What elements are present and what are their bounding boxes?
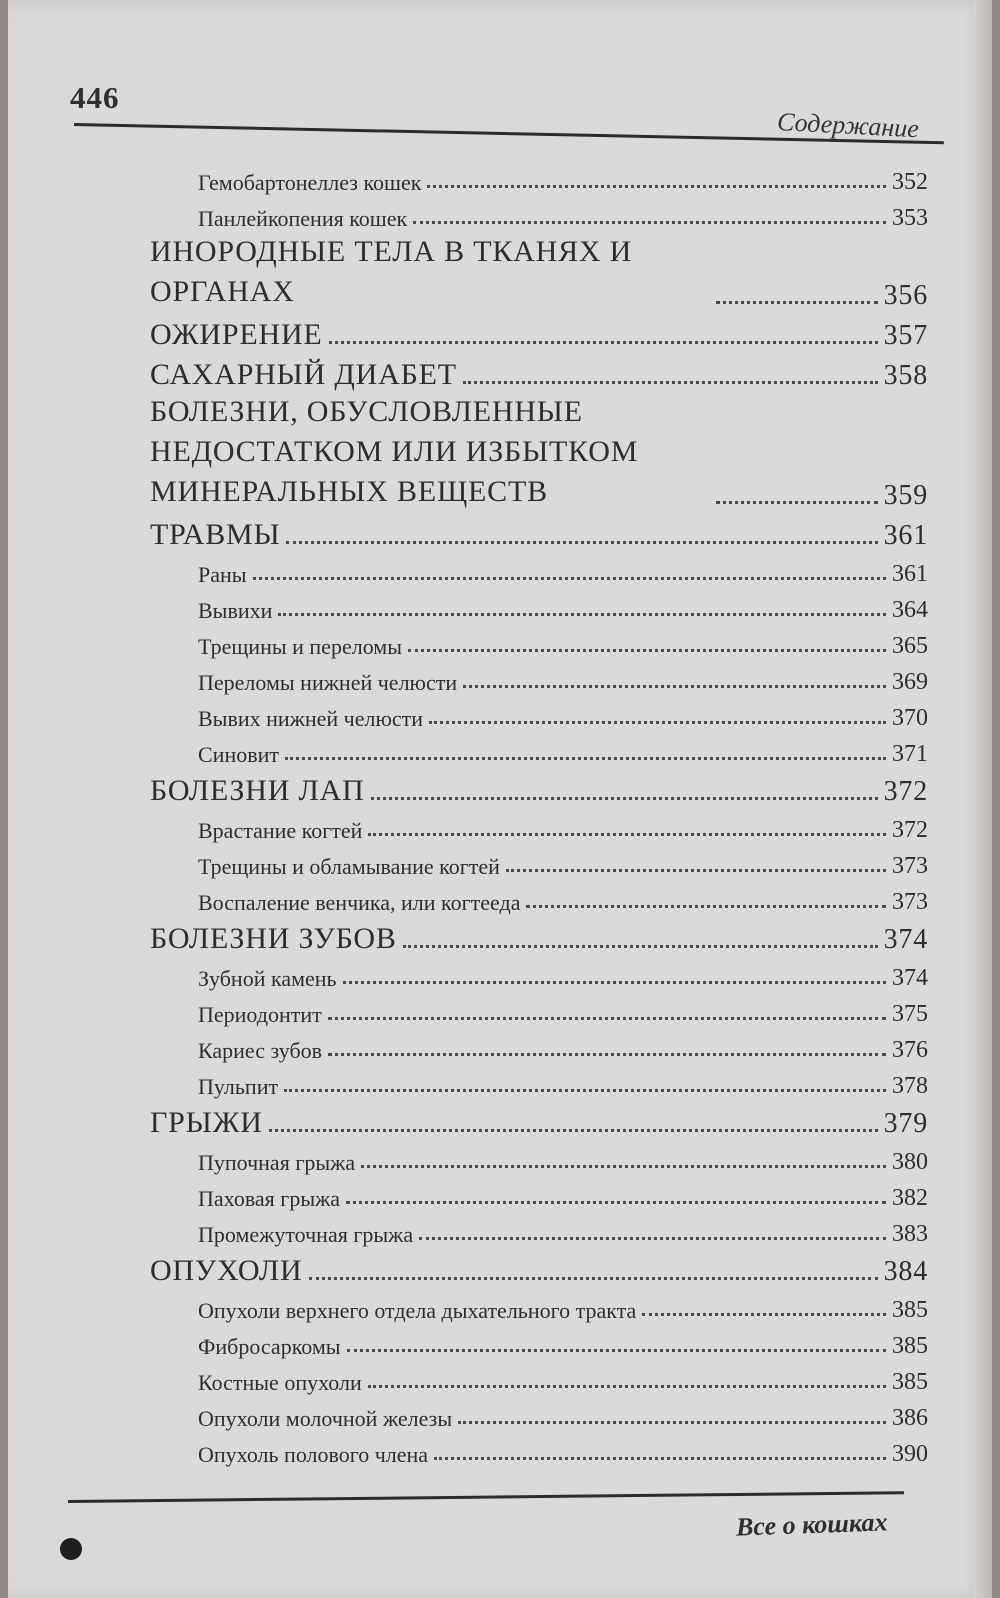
dot-leader — [458, 1421, 886, 1424]
dot-leader — [716, 501, 878, 504]
toc-entry-page: 390 — [892, 1441, 928, 1467]
toc-entry-page: 386 — [892, 1405, 928, 1431]
toc-subsection-entry — [150, 844, 928, 880]
dot-leader — [526, 905, 886, 908]
toc-entry-page: 361 — [892, 561, 928, 587]
toc-entry-page: 385 — [892, 1297, 928, 1323]
toc-entry-title: Пульпит — [198, 1074, 279, 1099]
toc-entry-page: 364 — [892, 597, 928, 623]
toc-subsection-entry — [150, 956, 928, 992]
dot-leader — [361, 1165, 886, 1168]
footer-bullet — [60, 1538, 82, 1560]
toc-subsection-entry — [150, 880, 928, 916]
toc-subsection-entry — [150, 660, 928, 696]
toc-section-entry — [150, 312, 928, 352]
toc-entry-page: 384 — [883, 1256, 928, 1287]
dot-leader — [413, 221, 886, 224]
toc-subsection-entry — [150, 1396, 928, 1432]
toc-entry-page: 376 — [892, 1037, 928, 1063]
toc-entry-page: 378 — [892, 1073, 928, 1099]
toc-entry-page: 356 — [883, 280, 928, 311]
toc-entry-title: Вывих нижней челюсти — [198, 706, 424, 731]
toc-entry-page: 353 — [892, 205, 928, 231]
dot-leader — [429, 721, 886, 724]
toc-entry-page: 375 — [892, 1001, 928, 1027]
toc-entry-title: Пупочная грыжа — [198, 1150, 356, 1175]
toc-entry-page: 352 — [892, 169, 928, 195]
table-of-contents — [150, 160, 928, 1468]
toc-entry-page: 385 — [892, 1369, 928, 1395]
toc-entry-title: БОЛЕЗНИ ЗУБОВ — [150, 922, 397, 955]
toc-subsection-entry — [150, 1140, 928, 1176]
toc-entry-page: 373 — [892, 853, 928, 879]
toc-entry-title: Панлейкопения кошек — [198, 206, 408, 231]
toc-entry-title: БОЛЕЗНИ ЛАП — [150, 774, 365, 807]
toc-entry-page: 373 — [892, 889, 928, 915]
book-page — [8, 0, 992, 1598]
toc-entry-title: Гемобартонеллез кошек — [198, 170, 422, 195]
toc-entry-page: 385 — [892, 1333, 928, 1359]
dot-leader — [371, 797, 878, 800]
toc-entry-page: 382 — [892, 1185, 928, 1211]
toc-entry-page: 379 — [883, 1108, 928, 1139]
dot-leader — [278, 613, 886, 616]
page-edge-shadow — [974, 0, 992, 1598]
toc-section-entry — [150, 512, 928, 552]
toc-subsection-entry — [150, 624, 928, 660]
dot-leader — [347, 1349, 886, 1352]
toc-entry-page: 358 — [883, 360, 928, 391]
page-number: 446 — [70, 80, 120, 115]
toc-entry-title: Врастание когтей — [198, 818, 363, 843]
toc-subsection-entry — [150, 160, 928, 196]
dot-leader — [309, 1277, 878, 1280]
toc-subsection-entry — [150, 1288, 928, 1324]
footer-rule — [68, 1491, 904, 1503]
toc-entry-page: 371 — [892, 741, 928, 767]
toc-entry-title: Опухоли молочной железы — [198, 1406, 453, 1431]
toc-subsection-entry — [150, 588, 928, 624]
toc-section-entry — [150, 1248, 928, 1288]
toc-entry-page: 369 — [892, 669, 928, 695]
toc-entry-title: ОЖИРЕНИЕ — [150, 318, 323, 351]
toc-subsection-entry — [150, 1176, 928, 1212]
toc-entry-title: Фибросаркомы — [198, 1334, 341, 1359]
toc-subsection-entry — [150, 732, 928, 768]
dot-leader — [346, 1201, 886, 1204]
toc-subsection-entry — [150, 1432, 928, 1468]
toc-section-entry — [150, 768, 928, 808]
toc-subsection-entry — [150, 1324, 928, 1360]
toc-entry-page: 361 — [883, 520, 928, 551]
toc-subsection-entry — [150, 196, 928, 232]
toc-entry-title: Промежуточная грыжа — [198, 1222, 414, 1247]
toc-entry-page: 372 — [892, 817, 928, 843]
toc-entry-title: Паховая грыжа — [198, 1186, 341, 1211]
toc-entry-title: САХАРНЫЙ ДИАБЕТ — [150, 358, 457, 391]
toc-subsection-entry — [150, 1360, 928, 1396]
toc-entry-page: 374 — [892, 965, 928, 991]
toc-section-entry — [150, 392, 928, 512]
dot-leader — [368, 1385, 886, 1388]
dot-leader — [285, 757, 886, 760]
toc-entry-title: Опухоли верхнего отдела дыхательного тракта — [198, 1298, 637, 1323]
toc-entry-page: 380 — [892, 1149, 928, 1175]
dot-leader — [328, 1017, 886, 1020]
dot-leader — [329, 341, 878, 344]
toc-subsection-entry — [150, 1064, 928, 1100]
toc-entry-page: 372 — [883, 776, 928, 807]
running-title: Содержание — [776, 107, 920, 144]
dot-leader — [716, 301, 878, 304]
toc-entry-title: Костные опухоли — [198, 1370, 362, 1395]
toc-subsection-entry — [150, 696, 928, 732]
toc-subsection-entry — [150, 808, 928, 844]
dot-leader — [269, 1129, 878, 1132]
dot-leader — [286, 541, 877, 544]
book-title: Все о кошках — [735, 1507, 888, 1542]
toc-section-entry — [150, 1100, 928, 1140]
dot-leader — [427, 185, 886, 188]
toc-entry-page: 374 — [883, 924, 928, 955]
toc-entry-page: 383 — [892, 1221, 928, 1247]
dot-leader — [463, 685, 886, 688]
toc-section-entry — [150, 232, 928, 312]
toc-entry-title: ИНОРОДНЫЕ ТЕЛА В ТКАНЯХ И ОРГАНАХ — [150, 235, 633, 308]
toc-entry-title: Трещины и переломы — [198, 634, 402, 659]
dot-leader — [408, 649, 886, 652]
dot-leader — [434, 1457, 886, 1460]
toc-entry-title: Периодонтит — [198, 1002, 322, 1027]
toc-entry-title: Воспаление венчика, или когтееда — [198, 890, 521, 915]
toc-section-entry — [150, 352, 928, 392]
toc-entry-title: Кариес зубов — [198, 1038, 323, 1063]
toc-entry-title: Переломы нижней челюсти — [198, 670, 458, 695]
toc-entry-page: 359 — [883, 480, 928, 511]
toc-entry-page: 365 — [892, 633, 928, 659]
toc-subsection-entry — [150, 1028, 928, 1064]
toc-entry-title: Раны — [198, 562, 247, 587]
toc-entry-title: ГРЫЖИ — [150, 1106, 263, 1139]
toc-entry-title: ОПУХОЛИ — [150, 1254, 303, 1287]
dot-leader — [328, 1053, 886, 1056]
dot-leader — [284, 1089, 886, 1092]
toc-section-entry — [150, 916, 928, 956]
dot-leader — [403, 945, 878, 948]
toc-entry-page: 357 — [883, 320, 928, 351]
toc-entry-title: Зубной камень — [198, 966, 337, 991]
toc-entry-title: БОЛЕЗНИ, ОБУСЛОВЛЕННЫЕ НЕДОСТАТКОМ ИЛИ ИЗБЫТКОМ МИНЕРАЛЬНЫХ ВЕЩЕСТВ — [150, 395, 639, 508]
toc-entry-title: Синовит — [198, 742, 279, 767]
dot-leader — [343, 981, 886, 984]
toc-subsection-entry — [150, 992, 928, 1028]
dot-leader — [506, 869, 886, 872]
toc-entry-page: 370 — [892, 705, 928, 731]
toc-entry-title: ТРАВМЫ — [150, 518, 281, 551]
toc-entry-title: Опухоль полового члена — [198, 1442, 429, 1467]
toc-entry-title: Вывихи — [198, 598, 273, 623]
dot-leader — [642, 1313, 886, 1316]
toc-subsection-entry — [150, 552, 928, 588]
toc-subsection-entry — [150, 1212, 928, 1248]
toc-entry-title: Трещины и обламывание когтей — [198, 854, 500, 879]
dot-leader — [368, 833, 886, 836]
dot-leader — [419, 1237, 886, 1240]
dot-leader — [463, 381, 878, 384]
dot-leader — [253, 577, 886, 580]
